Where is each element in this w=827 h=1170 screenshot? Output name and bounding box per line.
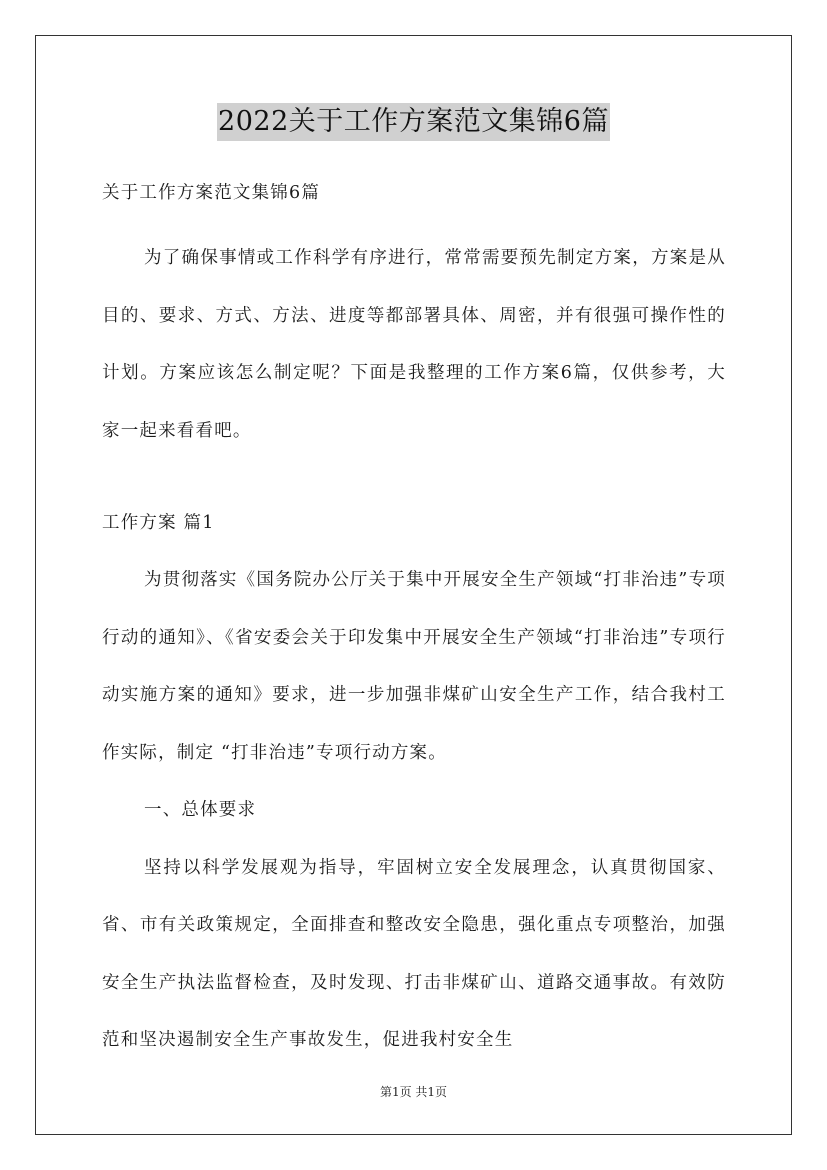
section-heading: 工作方案 篇1 <box>102 513 215 533</box>
document-body <box>102 176 726 1070</box>
section-paragraph: 为贯彻落实《国务院办公厅关于集中开展安全生产领域“打非治违”专项行动的通知》、《省安委会关于印发集中开展安全生产领域“打非治违”专项行动实施方案的通知》要求，进一步加强非煤矿山安全生产工作，结合我村工作实际，制定 “打非治违”专项行动方案。 <box>102 570 726 763</box>
document-subtitle: 关于工作方案范文集锦6篇 <box>102 183 321 203</box>
section-spacer <box>102 460 726 506</box>
document-title: 2022关于工作方案范文集锦6篇 <box>217 103 610 141</box>
page-footer: 第1页 共1页 <box>379 1085 448 1099</box>
title-container <box>0 103 827 141</box>
point-paragraph: 坚持以科学发展观为指导，牢固树立安全发展理念，认真贯彻国家、省、市有关政策规定，全面排查和整改安全隐患，强化重点专项整治，加强安全生产执法监督检查，及时发现、打击非煤矿山、道路交通事故。有效防范和坚决遏制安全生产事故发生，促进我村安全生 <box>102 857 726 1050</box>
intro-paragraph: 为了确保事情或工作科学有序进行，常常需要预先制定方案，方案是从目的、要求、方式、方法、进度等都部署具体、周密，并有很强可操作性的计划。方案应该怎么制定呢？下面是我整理的工作方案6篇，仅供参考，大家一起来看看吧。 <box>102 248 726 441</box>
point-heading: 一、总体要求 <box>144 800 257 820</box>
